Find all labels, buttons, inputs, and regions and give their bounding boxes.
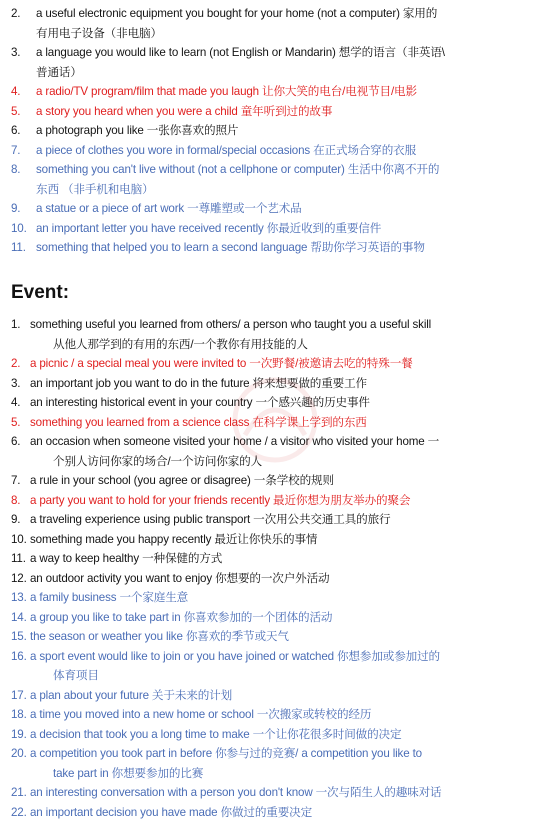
item-text: something you learned from a science class 在科学课上学到的东西 [30,415,367,429]
item-text: a photograph you like 一张你喜欢的照片 [36,124,239,137]
item-text: something made you happy recently 最近让你快乐的事情 [30,532,318,546]
item-text: a way to keep healthy 一种保健的方式 [30,552,223,565]
item-number: 9. [11,202,21,215]
item-text: something useful you learned from others/ a person who taught you a useful skill [30,318,432,331]
item-number: 9. [11,513,21,526]
event-topic-item [0,627,550,647]
event-topic-item [0,744,550,783]
item-text: a decision that took you a long time to make 一个让你花很多时间做的决定 [30,727,402,741]
item-text: something you can't live without (not a cellphone or computer) 生活中你离不开的 [36,163,440,176]
item-text-continued: 从他人那学到的有用的东西/一个教你有用技能的人 [53,337,308,351]
item-number: 20. [11,747,27,760]
item-number: 5. [11,104,21,118]
event-heading: Event: [11,282,70,303]
item-number: 11. [11,241,26,254]
object-topic-item [0,141,550,161]
item-number: 16. [11,649,27,663]
object-topic-item [0,82,550,102]
event-topic-item [0,491,550,511]
object-topic-item [0,43,550,82]
item-text: a plan about your future 关于未来的计划 [30,688,233,702]
event-topic-item [0,783,550,803]
event-topic-item [0,608,550,628]
item-text: an important letter you have received recently 你最近收到的重要信件 [36,221,382,235]
item-number: 17. [11,688,27,702]
event-topic-item [0,549,550,569]
event-topic-item [0,803,550,823]
item-number: 10. [11,532,27,546]
object-topic-item [0,160,550,199]
item-number: 3. [11,376,21,390]
item-text: an interesting conversation with a person you don't know 一次与陌生人的趣味对话 [30,786,442,799]
item-number: 7. [11,143,21,157]
item-number: 7. [11,474,21,487]
item-text: a group you like to take part in 你喜欢参加的一个团体的活动 [30,610,333,624]
object-topic-item [0,4,550,43]
item-text: a competition you took part in before 你参与过的竞赛/ a competition you like to [30,747,422,760]
event-topic-item [0,705,550,725]
item-text: an important decision you have made 你做过的重要决定 [30,805,313,819]
item-number: 12. [11,571,27,585]
item-number: 22. [11,805,27,819]
item-number: 18. [11,708,27,721]
item-number: 13. [11,591,27,604]
event-topic-item [0,530,550,550]
event-topic-item [0,374,550,394]
item-number: 21. [11,786,27,799]
item-text-continued: 个别人访问你家的场合/一个访问你家的人 [53,454,263,468]
event-topic-item [0,471,550,491]
item-text: a radio/TV program/film that made you laugh 让你大笑的电台/电视节目/电影 [36,85,417,98]
item-text: a party you want to hold for your friends recently 最近你想为朋友举办的聚会 [30,493,411,507]
event-topic-item [0,510,550,530]
event-topic-list [0,315,550,822]
item-text: a picnic / a special meal you were invited to 一次野餐/被邀请去吃的特殊一餐 [30,357,413,370]
object-topic-item [0,199,550,219]
item-text: a traveling experience using public transport 一次用公共交通工具的旅行 [30,513,391,526]
event-topic-item [0,647,550,686]
item-number: 2. [11,7,21,20]
object-topic-item [0,219,550,239]
item-text-continued: 东西 （非手机和电脑） [36,182,154,196]
item-text: a rule in your school (you agree or disagree) 一条学校的规则 [30,474,334,487]
item-text: a useful electronic equipment you bought for your home (not a computer) 家用的 [36,7,438,20]
item-number: 6. [11,435,21,448]
item-text: a time you moved into a new home or school 一次搬家或转校的经历 [30,708,372,721]
event-topic-item [0,569,550,589]
event-topic-item [0,686,550,706]
item-number: 1. [11,318,21,331]
item-number: 4. [11,396,21,409]
event-topic-item [0,725,550,745]
item-text-continued: 体育项目 [53,669,99,682]
event-topic-item [0,393,550,413]
event-topic-item [0,354,550,374]
item-number: 8. [11,163,21,176]
item-number: 10. [11,221,27,235]
item-number: 15. [11,630,27,643]
object-topic-item [0,238,550,258]
item-number: 14. [11,610,27,624]
item-text-continued: take part in 你想要参加的比赛 [53,766,204,780]
item-number: 6. [11,124,21,137]
item-text-continued: 普通话） [36,65,82,79]
object-topic-item [0,121,550,141]
item-number: 2. [11,357,21,370]
item-number: 5. [11,415,21,429]
object-topic-item [0,102,550,122]
item-text: a language you would like to learn (not English or Mandarin) 想学的语言（非英语\ [36,46,445,59]
item-text: the season or weather you like 你喜欢的季节或天气 [30,630,289,643]
item-text: an occasion when someone visited your home / a visitor who visited your home 一 [30,435,440,448]
item-number: 8. [11,493,21,507]
item-text: a family business 一个家庭生意 [30,591,189,604]
item-number: 4. [11,85,21,98]
item-text-continued: 有用电子设备（非电脑） [36,26,162,40]
object-topic-list [0,4,550,258]
item-text: a sport event would like to join or you have joined or watched 你想参加或参加过的 [30,649,440,663]
item-number: 3. [11,46,21,59]
event-topic-item [0,315,550,354]
event-topic-item [0,413,550,433]
item-text: a story you heard when you were a child 童年听到过的故事 [36,104,333,118]
item-text: a piece of clothes you wore in formal/special occasions 在正式场合穿的衣服 [36,143,417,157]
item-text: an important job you want to do in the future 将来想要做的重要工作 [30,376,367,390]
event-topic-item [0,588,550,608]
item-text: something that helped you to learn a second language 帮助你学习英语的事物 [36,241,425,254]
item-text: an outdoor activity you want to enjoy 你想要的一次户外活动 [30,571,330,585]
item-text: a statue or a piece of art work 一尊雕塑或一个艺术品 [36,202,302,215]
event-topic-item [0,432,550,471]
item-number: 19. [11,727,27,741]
item-number: 11. [11,552,26,565]
item-text: an interesting historical event in your country 一个感兴趣的历史事件 [30,396,370,409]
